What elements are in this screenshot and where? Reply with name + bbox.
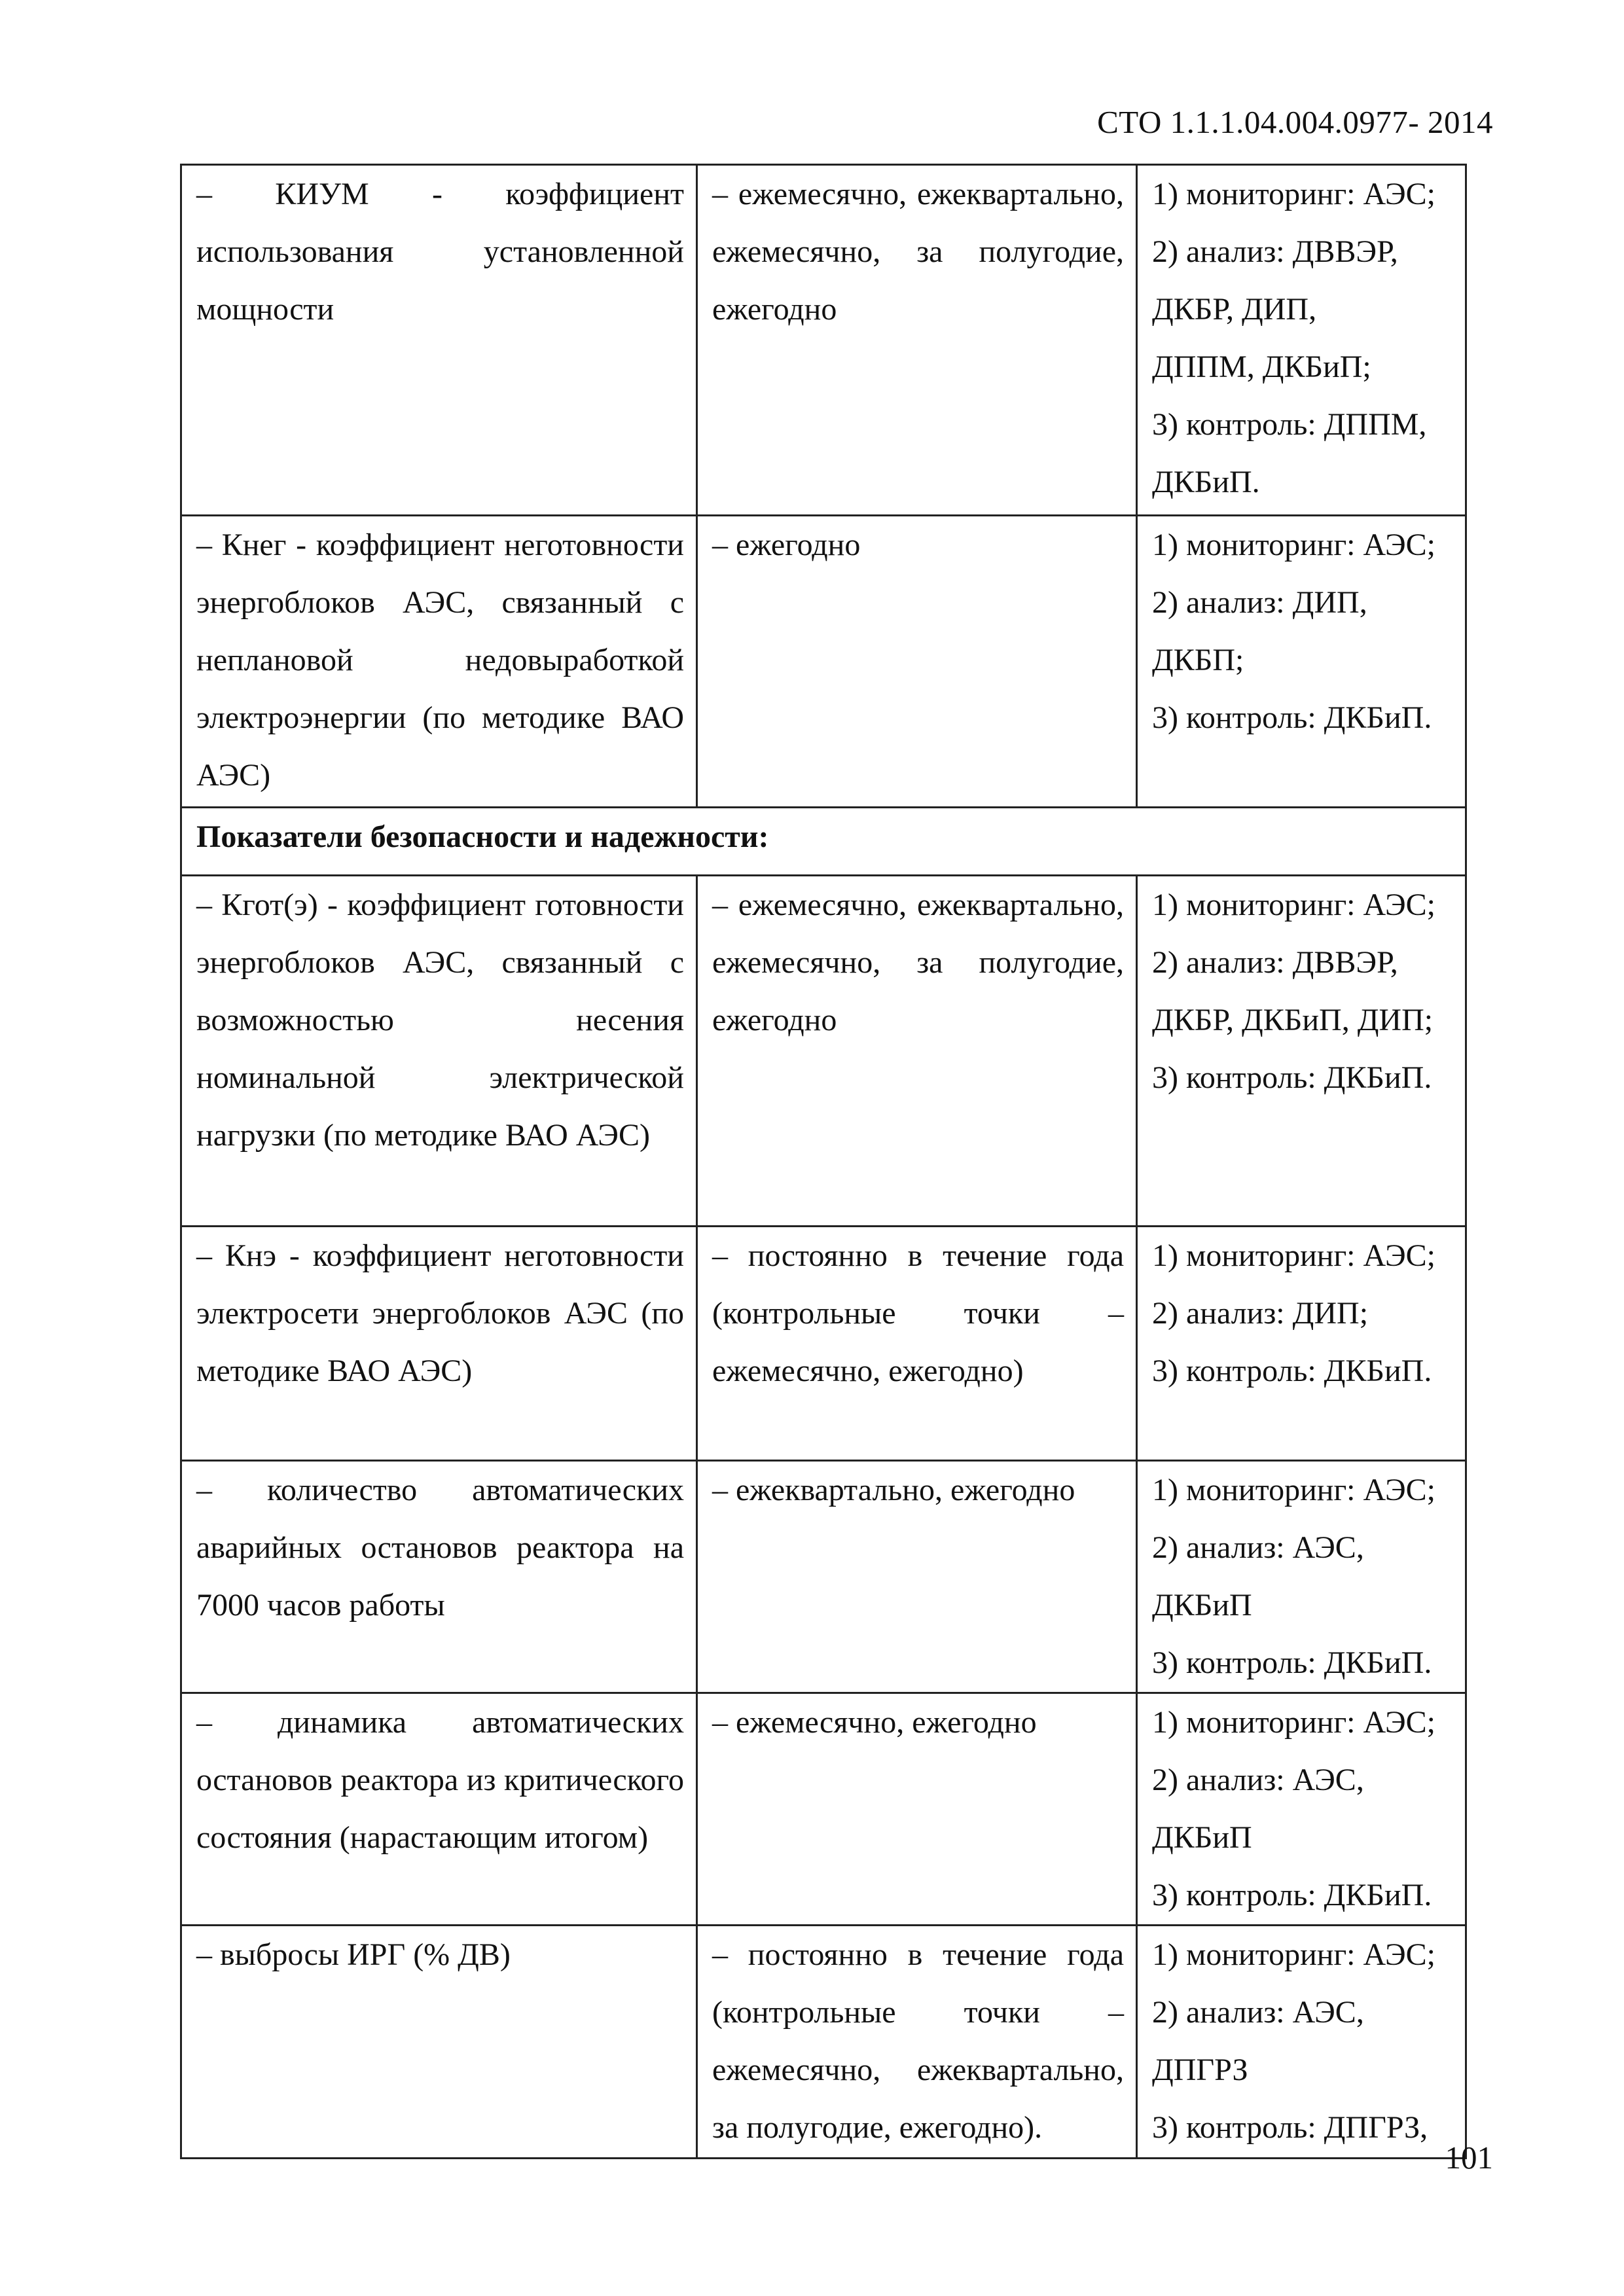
page-number: 101 [1445,2140,1493,2176]
table-row [181,1693,1466,1926]
table-row [181,1461,1466,1693]
frequency-cell: – ежеквартально, ежегодно [697,1461,1137,1693]
section-heading: Показатели безопасности и надежности: [181,808,1466,876]
frequency-cell: – ежегодно [697,516,1137,808]
frequency-cell: – постоянно в течение года (контрольные точки – ежемесячно, ежегодно) [697,1227,1137,1461]
document-code: СТО 1.1.1.04.004.0977- 2014 [1097,104,1493,140]
responsibility-cell: 1) мониторинг: АЭС; 2) анализ: ДВВЭР, ДКБР, ДКБиП, ДИП; 3) контроль: ДКБиП. [1137,876,1466,1227]
frequency-cell: – ежемесячно, ежеквартально, ежемесячно, за полугодие, ежегодно [697,876,1137,1227]
responsibility-cell: 1) мониторинг: АЭС; 2) анализ: АЭС, ДПГРЗ 3) контроль: ДПГРЗ, [1137,1926,1466,2159]
indicator-cell: – Кнег - коэффициент неготовности энергоблоков АЭС, связанный с неплановой недовыработкой электроэнергии (по методике ВАО АЭС) [181,516,697,808]
table-row [181,1227,1466,1461]
indicator-cell: – Кгот(э) - коэффициент готовности энергоблоков АЭС, связанный с возможностью несения номинальной электрической нагрузки (по методике ВАО АЭС) [181,876,697,1227]
table-row [181,1926,1466,2159]
indicator-cell: – Кнэ - коэффициент неготовности электросети энергоблоков АЭС (по методике ВАО АЭС) [181,1227,697,1461]
table-row [181,516,1466,808]
responsibility-cell: 1) мониторинг: АЭС; 2) анализ: АЭС, ДКБиП 3) контроль: ДКБиП. [1137,1461,1466,1693]
responsibility-cell: 1) мониторинг: АЭС; 2) анализ: АЭС, ДКБиП 3) контроль: ДКБиП. [1137,1693,1466,1926]
frequency-cell: – ежемесячно, ежеквартально, ежемесячно, за полугодие, ежегодно [697,165,1137,516]
table-row [181,876,1466,1227]
table-row [181,165,1466,516]
indicator-cell: – количество автоматических аварийных остановов реактора на 7000 часов работы [181,1461,697,1693]
section-row [181,808,1466,876]
indicator-cell: – выбросы ИРГ (% ДВ) [181,1926,697,2159]
responsibility-cell: 1) мониторинг: АЭС; 2) анализ: ДИП, ДКБП; 3) контроль: ДКБиП. [1137,516,1466,808]
responsibility-cell: 1) мониторинг: АЭС; 2) анализ: ДИП; 3) контроль: ДКБиП. [1137,1227,1466,1461]
responsibility-cell: 1) мониторинг: АЭС; 2) анализ: ДВВЭР, ДКБР, ДИП, ДППМ, ДКБиП; 3) контроль: ДППМ, ДКБиП. [1137,165,1466,516]
indicator-cell: – КИУМ - коэффициент использования установленной мощности [181,165,697,516]
frequency-cell: – ежемесячно, ежегодно [697,1693,1137,1926]
indicator-cell: – динамика автоматических остановов реактора из критического состояния (нарастающим итогом) [181,1693,697,1926]
frequency-cell: – постоянно в течение года (контрольные точки – ежемесячно, ежеквартально, за полугодие, ежегодно). [697,1926,1137,2159]
indicators-table [180,164,1467,2159]
